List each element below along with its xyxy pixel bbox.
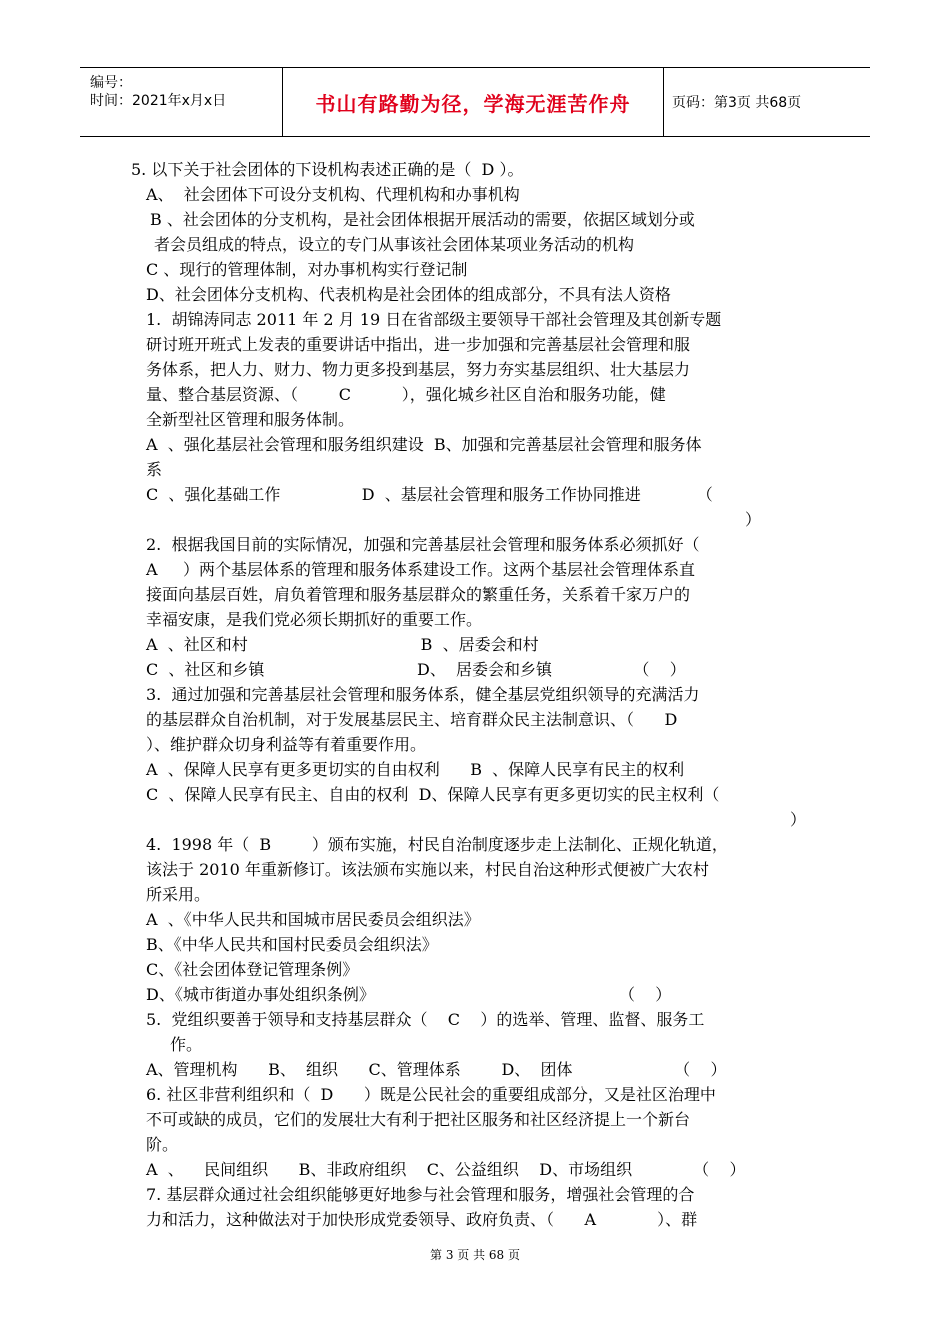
- header-left-cell: [80, 68, 283, 136]
- text-line: 务体系，把人力、财力、物力更多投到基层，努力夯实基层组织、壮大基层力: [146, 360, 691, 379]
- text-line: 不可或缺的成员，它们的发展壮大有利于把社区服务和社区经济提上一个新台: [146, 1110, 691, 1129]
- header-page-cell: [664, 68, 870, 136]
- text-line: 幸福安康，是我们党必须长期抓好的重要工作。: [146, 610, 483, 629]
- text-line: D、社会团体分支机构、代表机构是社会团体的组成部分，不具有法人资格: [146, 285, 671, 304]
- text-line: 7. 基层群众通过社会组织能够更好地参与社会管理和服务，增强社会管理的合: [146, 1185, 695, 1204]
- text-line: 5. 以下关于社会团体的下设机构表述正确的是（ D ）。: [131, 160, 524, 179]
- text-line: D、《城市街道办事处组织条例》 （ ）: [146, 985, 672, 1004]
- text-line: B、《中华人民共和国村民委员会组织法》: [146, 935, 438, 954]
- text-line: 5. 党组织要善于领导和支持基层群众（ C ）的选举、管理、监督、服务工: [146, 1010, 705, 1029]
- header-motto-cell: [283, 68, 664, 136]
- text-line: 作。: [170, 1035, 203, 1054]
- text-line: 该法于 2010 年重新修订。该法颁布实施以来，村民自治这种形式便被广大农村: [146, 860, 709, 879]
- text-line: A 、保障人民享有更多更切实的自由权利 B 、保障人民享有民主的权利: [146, 760, 685, 779]
- text-line: 2. 根据我国目前的实际情况，加强和完善基层社会管理和服务体系必须抓好（: [146, 535, 700, 554]
- text-line: 3. 通过加强和完善基层社会管理和服务体系，健全基层党组织领导的充满活力: [146, 685, 700, 704]
- text-line: 力和活力，这种做法对于加快形成党委领导、政府负责、（ A ）、群: [146, 1210, 698, 1229]
- text-line: 者会员组成的特点，设立的专门从事该社会团体某项业务活动的机构: [154, 235, 635, 254]
- text-line: A ）两个基层体系的管理和服务体系建设工作。这两个基层社会管理体系直: [146, 560, 695, 579]
- text-line: 的基层群众自治机制，对于发展基层民主、培育群众民主法制意识、（ D: [146, 710, 678, 729]
- text-line: A 、强化基层社会管理和服务组织建设 B、加强和完善基层社会管理和服务体: [146, 435, 702, 454]
- text-line: C 、现行的管理体制，对办事机构实行登记制: [146, 260, 468, 279]
- text-line: 量、整合基层资源、（ C ），强化城乡社区自治和服务功能，健: [146, 385, 666, 404]
- header-page-number: 页码：第3页 共68页: [672, 95, 802, 111]
- text-line: C 、保障人民享有民主、自由的权利 D、保障人民享有更多更切实的民主权利（: [146, 785, 720, 804]
- text-line: A 、社区和村 B 、居委会和村: [146, 635, 539, 654]
- text-line: ）、维护群众切身利益等有着重要作用。: [146, 735, 427, 754]
- text-line: C 、强化基础工作 D 、基层社会管理和服务工作协同推进 （: [146, 485, 713, 504]
- text-line: ）: [790, 810, 807, 829]
- document-date-label: 时间：2021年x月x日: [90, 93, 227, 109]
- motto-text: 书山有路勤为径，学海无涯苦作舟: [315, 91, 631, 116]
- text-line: C、《社会团体登记管理条例》: [146, 960, 359, 979]
- text-line: 研讨班开班式上发表的重要讲话中指出，进一步加强和完善基层社会管理和服: [146, 335, 691, 354]
- text-line: 所采用。: [146, 885, 211, 904]
- text-line: 接面向基层百姓，肩负着管理和服务基层群众的繁重任务，关系着千家万户的: [146, 585, 691, 604]
- text-line: 阶。: [146, 1135, 179, 1154]
- text-line: ）: [745, 510, 762, 529]
- text-line: A 、 民间组织 B、非政府组织 C、公益组织 D、市场组织 （ ）: [146, 1160, 746, 1179]
- text-line: B 、社会团体的分支机构，是社会团体根据开展活动的需要，依据区域划分或: [150, 210, 695, 229]
- text-line: 1. 胡锦涛同志 2011 年 2 月 19 日在省部级主要领导干部社会管理及其创新专题: [146, 310, 722, 329]
- text-line: A 、《中华人民共和国城市居民委员会组织法》: [146, 910, 480, 929]
- document-number-label: 编号：: [90, 75, 132, 91]
- text-line: 全新型社区管理和服务体制。: [146, 410, 355, 429]
- text-line: 系: [146, 460, 163, 479]
- text-line: 6. 社区非营利组织和（ D ）既是公民社会的重要组成部分，又是社区治理中: [146, 1085, 716, 1104]
- page-footer: 第 3 页 共 68 页: [430, 1248, 520, 1262]
- text-line: 4. 1998 年（ B ）颁布实施，村民自治制度逐步走上法制化、正规化轨道，: [146, 835, 728, 854]
- page-header: [80, 67, 870, 137]
- text-line: A、管理机构 B、 组织 C、管理体系 D、 团体 （ ）: [146, 1060, 727, 1079]
- text-line: C 、社区和乡镇 D、 居委会和乡镇 （ ）: [146, 660, 686, 679]
- text-line: A、 社会团体下可设分支机构、代理机构和办事机构: [146, 185, 520, 204]
